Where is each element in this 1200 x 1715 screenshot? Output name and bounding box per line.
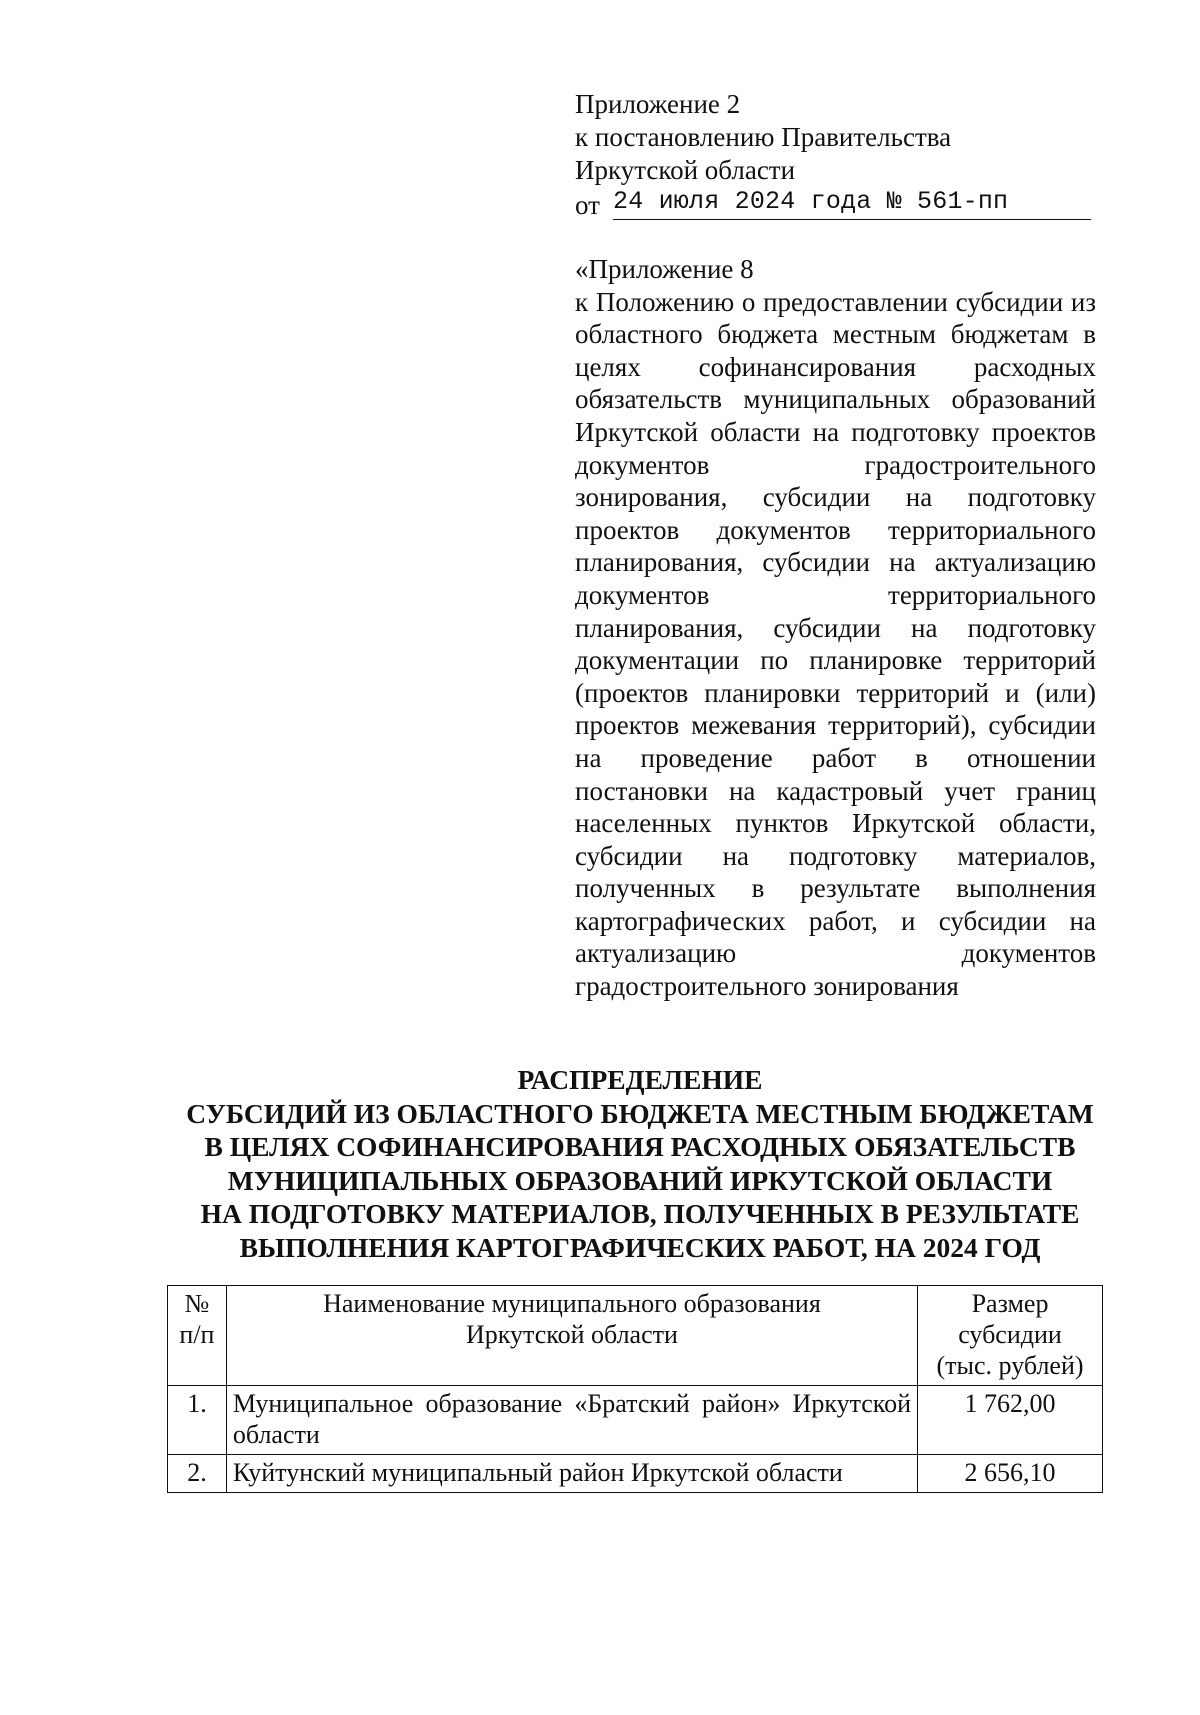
document-title: [120, 1063, 1160, 1264]
header-municipality-name: Наименование муниципального образования Иркутской области: [226, 1286, 917, 1386]
resolution-date-number: 24 июля 2024 года № 561-пп: [613, 187, 1009, 216]
title-line: НА ПОДГОТОВКУ МАТЕРИАЛОВ, ПОЛУЧЕННЫХ В РЕЗУЛЬТАТЕ: [200, 1198, 1080, 1229]
table-row: [168, 1386, 1103, 1455]
title-line: РАСПРЕДЕЛЕНИЕ: [517, 1064, 763, 1095]
date-underline: [613, 219, 1091, 220]
row-municipality: Муниципальное образование «Братский район» Иркутской области: [226, 1386, 917, 1455]
header-subsidy-amount: Размер субсидии (тыс. рублей): [918, 1286, 1103, 1386]
annex-region: Иркутской области: [575, 155, 796, 185]
row-municipality: Куйтунский муниципальный район Иркутской области: [226, 1455, 917, 1493]
appendix-text: к Положению о предоставлении субсидии из областного бюджета местным бюджетам в целях софинансирования расходных обязательств муниципальных образований Иркутской области на подготовку проектов документов градостроительного зонирования, субсидии на подготовку проектов документов территориального планирования, субсидии на актуализацию документов территориального планирования, субсидии на подготовку документации по планировке территорий (проектов планировки территорий и (или) проектов межевания территорий), субсидии на проведение работ в отношении постановки на кадастровый учет границ населенных пунктов Иркутской области, субсидии на подготовку материалов, полученных в результате выполнения картографических работ, и субсидии на актуализацию документов градостроительного зонирования: [575, 286, 1096, 1002]
appendix-title: «Приложение 8: [575, 254, 754, 284]
title-line: В ЦЕЛЯХ СОФИНАНСИРОВАНИЯ РАСХОДНЫХ ОБЯЗАТЕЛЬСТВ: [204, 1131, 1076, 1162]
title-line: ВЫПОЛНЕНИЯ КАРТОГРАФИЧЕСКИХ РАБОТ, НА 2024 ГОД: [239, 1231, 1041, 1263]
table-row: [168, 1455, 1103, 1493]
row-amount: 2 656,10: [918, 1455, 1103, 1493]
header-number: № п/п: [168, 1286, 227, 1386]
table-header-row: [168, 1286, 1103, 1386]
date-prefix: от: [575, 190, 600, 220]
annex-resolution-ref: к постановлению Правительства: [575, 122, 952, 152]
row-number: 1.: [168, 1386, 227, 1455]
annex-date-line: [575, 187, 1095, 223]
annex-number: Приложение 2: [575, 89, 741, 119]
row-number: 2.: [168, 1455, 227, 1493]
title-line: СУБСИДИЙ ИЗ ОБЛАСТНОГО БЮДЖЕТА МЕСТНЫМ БЮДЖЕТАМ: [186, 1097, 1094, 1129]
title-line: МУНИЦИПАЛЬНЫХ ОБРАЗОВАНИЙ ИРКУТСКОЙ ОБЛАСТИ: [227, 1164, 1053, 1196]
annex-header: [575, 88, 1095, 223]
row-amount: 1 762,00: [918, 1386, 1103, 1455]
subsidy-table: [167, 1285, 1103, 1493]
appendix-reference: [575, 253, 1096, 1003]
